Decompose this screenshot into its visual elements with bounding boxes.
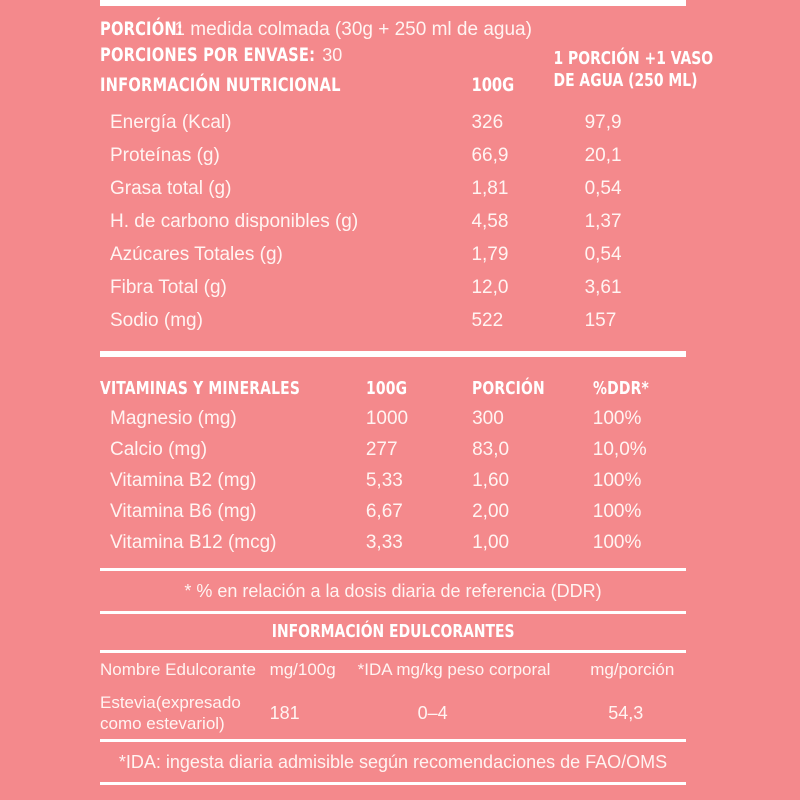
nutrient-per100g: 326 [471,111,504,133]
table-row [100,106,686,139]
nutrition-col-portion-line1: 1 PORCIÓN +1 VASO [553,48,714,69]
sweeteners-title: INFORMACIÓN EDULCORANTES [271,621,515,642]
nutrient-perportion: 1,37 [584,210,622,232]
vitamin-perportion: 1,00 [472,531,510,553]
nutrition-table-body [100,106,686,337]
sweetener-col-mgportion-header: mg/porción [590,660,675,679]
vitamin-name: Magnesio (mg) [110,407,237,429]
table-row [100,172,686,205]
nutrient-per100g: 4,58 [471,210,509,232]
table-row [100,687,686,739]
portion-label: PORCIÓN: [100,18,183,40]
nutrient-name: Sodio (mg) [110,309,203,331]
servings-per-container-label: PORCIONES POR ENVASE: [100,44,316,66]
vitamins-col-100g-cell [366,373,472,403]
spacer [100,357,686,373]
table-row [100,496,686,527]
ida-footnote: *IDA: ingesta diaria admisible según recomendaciones de FAO/OMS [118,752,668,772]
nutrient-name: H. de carbono disponibles (g) [110,210,359,232]
vitamin-per100g: 277 [365,438,398,460]
vitamin-perportion: 1,60 [472,469,510,491]
nutrient-perportion: 0,54 [584,177,622,199]
sweeteners-table [100,653,686,739]
vitamin-perportion: 2,00 [472,500,510,522]
sweetener-name-line1: Estevia(expresado [100,693,241,712]
nutrient-perportion: 97,9 [584,111,622,133]
vitamins-col-100g-header: 100G [365,377,408,399]
sweetener-ida: 0–4 [417,702,448,723]
nutrient-name: Grasa total (g) [110,177,232,199]
sweeteners-title-wrap [100,614,686,650]
vitamins-col-ddr-cell [593,373,686,403]
nutrient-per100g: 66,9 [471,144,509,166]
nutrient-per100g: 12,0 [471,276,509,298]
vitamin-ddr: 100% [592,500,642,522]
vitamin-name: Vitamina B12 (mcg) [110,531,277,553]
vitamin-per100g: 1000 [365,407,409,429]
nutrient-name: Azúcares Totales (g) [110,243,283,265]
sweetener-col-ida-header: *IDA mg/kg peso corporal [357,660,551,679]
nutrient-per100g: 1,81 [471,177,509,199]
vitamins-title-cell [100,373,366,403]
sweetener-name-line2: como estevariol) [100,714,225,733]
label-content [100,0,714,785]
vitamins-col-ddr-header: %DDR* [592,377,649,399]
sweetener-mgportion: 54,3 [608,702,644,723]
nutrition-col-100g-header: 100G [471,74,515,96]
sweetener-col-name-header: Nombre Edulcorante [100,660,256,679]
servings-per-container-value: 30 [322,45,343,65]
table-row [100,465,686,496]
sweeteners-header-row [100,653,686,687]
vitamins-col-portion-cell [472,373,593,403]
vitamin-name: Calcio (mg) [110,438,208,460]
sweetener-name [100,687,270,739]
vitamins-col-portion-header: PORCIÓN [472,377,545,399]
vitamin-ddr: 10,0% [592,438,647,460]
sweeteners-table-body [100,687,686,739]
portion-value: 1 medida colmada (30g + 250 ml de agua) [174,19,532,40]
nutrition-table [100,106,686,337]
nutrient-name: Fibra Total (g) [110,276,227,298]
table-row [100,205,686,238]
nutrition-col-portion-header [553,48,714,92]
vitamins-title: VITAMINAS Y MINERALES [100,377,301,399]
nutrient-perportion: 157 [584,309,617,331]
table-row [100,271,686,304]
vitamins-table-body [100,403,686,558]
portion-row [100,18,686,44]
table-row [100,304,686,337]
nutrient-name: Proteínas (g) [110,144,220,166]
table-row [100,434,686,465]
nutrient-perportion: 0,54 [584,243,622,265]
nutrient-name: Energía (Kcal) [110,111,232,133]
table-row [100,139,686,172]
vitamin-per100g: 3,33 [365,531,403,553]
vitamin-name: Vitamina B6 (mg) [110,500,257,522]
vitamin-perportion: 300 [472,407,504,429]
table-row [100,527,686,558]
table-row [100,403,686,434]
vitamin-ddr: 100% [592,469,642,491]
divider-bottom [100,782,686,785]
spacer [100,558,686,568]
sweetener-mg100g: 181 [269,702,300,723]
vitamin-ddr: 100% [592,531,642,553]
nutrition-col-portion-line2: DE AGUA (250 ML) [553,70,698,91]
nutrient-per100g: 1,79 [471,243,509,265]
nutrient-perportion: 20,1 [584,144,622,166]
vitamin-perportion: 83,0 [472,438,510,460]
nutrition-title: INFORMACIÓN NUTRICIONAL [100,74,341,96]
ddr-footnote: * % en relación a la dosis diaria de referencia (DDR) [184,581,602,601]
vitamin-ddr: 100% [592,407,642,429]
spacer [100,337,686,351]
nutrient-perportion: 3,61 [584,276,622,298]
vitamin-per100g: 6,67 [365,500,403,522]
vitamins-header-row [100,373,686,403]
vitamins-table [100,373,686,558]
sweetener-col-mg100g-header: mg/100g [269,660,336,679]
vitamins-table-head [100,373,686,403]
vitamin-name: Vitamina B2 (mg) [110,469,257,491]
vitamin-per100g: 5,33 [365,469,403,491]
table-row [100,238,686,271]
nutrient-per100g: 522 [471,309,504,331]
sweeteners-table-head [100,653,686,687]
